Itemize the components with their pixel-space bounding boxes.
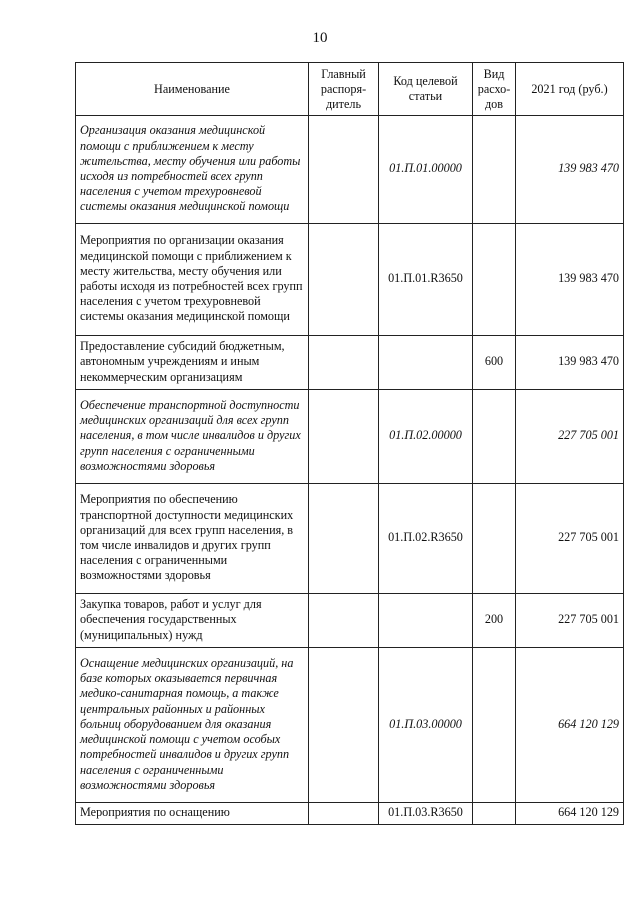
cell-name: Мероприятия по организации оказания медицинской помощи с приближением к месту жительства, месту обучения или работы исходя из потребностей всех групп населения с учетом трехуровневой системы оказания медицинской помощи [76,224,309,336]
table-row [76,648,624,803]
page-number: 10 [312,30,328,46]
cell-kind [473,803,516,825]
header-kind: Вид расхо-дов [473,63,516,116]
cell-kind [473,390,516,484]
cell-name: Мероприятия по оснащению [76,803,309,825]
cell-name: Закупка товаров, работ и услуг для обеспечения государственных (муниципальных) нужд [76,594,309,648]
cell-kind [473,224,516,336]
cell-admin [309,594,379,648]
cell-kind [473,116,516,224]
cell-name: Оснащение медицинских организаций, на базе которых оказывается первичная медико-санитарная помощь, а также центральных районных и районных больниц оборудованием для оказания медицинской помощи с учетом особых потребностей инвалидов и других групп населения с ограниченными возможностями здоровья [76,648,309,803]
cell-kind [473,648,516,803]
table-row [76,803,624,825]
cell-amount: 227 705 001 [516,594,624,648]
cell-admin [309,484,379,594]
table-row [76,224,624,336]
header-name: Наименование [76,63,309,116]
cell-admin [309,336,379,390]
table-body [76,116,624,825]
cell-amount: 139 983 470 [516,224,624,336]
cell-admin [309,224,379,336]
cell-amount: 227 705 001 [516,484,624,594]
header-amount: 2021 год (руб.) [516,63,624,116]
cell-code: 01.П.01.00000 [379,116,473,224]
cell-amount: 664 120 129 [516,803,624,825]
cell-kind [473,484,516,594]
cell-code: 01.П.03.00000 [379,648,473,803]
cell-amount: 227 705 001 [516,390,624,484]
cell-code [379,336,473,390]
cell-admin [309,390,379,484]
table-header-row [76,63,624,116]
cell-kind: 200 [473,594,516,648]
cell-name: Предоставление субсидий бюджетным, автономным учреждениям и иным некоммерческим организациям [76,336,309,390]
cell-admin [309,648,379,803]
table-row [76,484,624,594]
cell-code: 01.П.02.R3650 [379,484,473,594]
cell-admin [309,116,379,224]
cell-name: Мероприятия по обеспечению транспортной доступности медицинских организаций для всех групп населения, в том числе инвалидов и других групп населения с ограниченными возможностями здоровья [76,484,309,594]
cell-name: Обеспечение транспортной доступности медицинских организаций для всех групп населения, в том числе инвалидов и других групп населения с ограниченными возможностями здоровья [76,390,309,484]
budget-table [75,62,624,825]
cell-code: 01.П.02.00000 [379,390,473,484]
table-row [76,594,624,648]
cell-code: 01.П.01.R3650 [379,224,473,336]
cell-amount: 139 983 470 [516,116,624,224]
header-admin: Главный распоря-дитель [309,63,379,116]
header-code: Код целевой статьи [379,63,473,116]
cell-code: 01.П.03.R3650 [379,803,473,825]
table-row [76,116,624,224]
cell-name: Организация оказания медицинской помощи с приближением к месту жительства, месту обучения или работы исходя из потребностей всех групп населения с учетом трехуровневой системы оказания медицинской помощи [76,116,309,224]
cell-amount: 664 120 129 [516,648,624,803]
cell-kind: 600 [473,336,516,390]
table-row [76,336,624,390]
cell-admin [309,803,379,825]
cell-amount: 139 983 470 [516,336,624,390]
cell-code [379,594,473,648]
table-row [76,390,624,484]
